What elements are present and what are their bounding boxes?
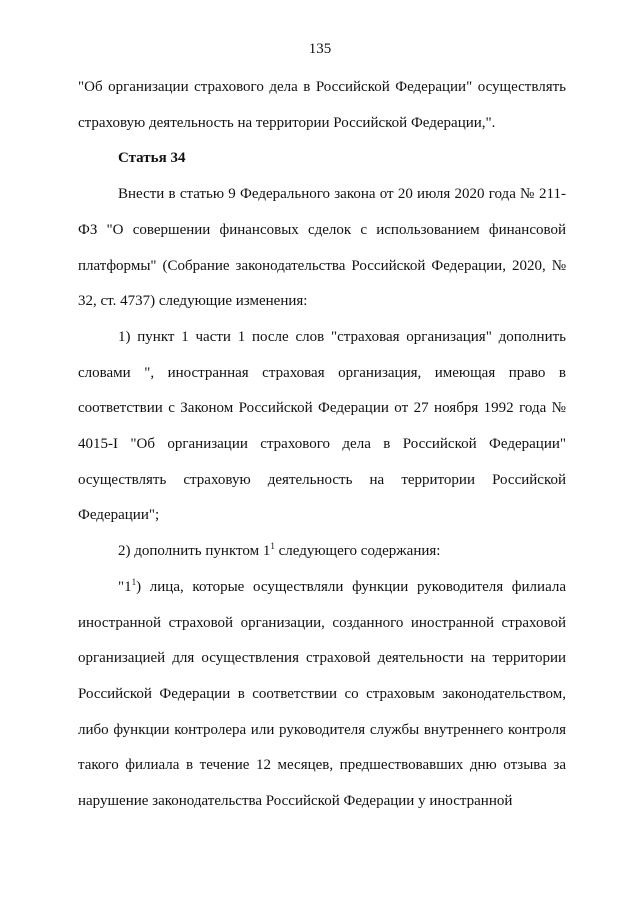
document-body xyxy=(78,70,566,820)
page-number: 135 xyxy=(308,41,332,57)
item-2-text-after: следующего содержания: xyxy=(274,543,441,560)
item-2-superscript: 1 xyxy=(270,541,275,552)
paragraph-item-1: 1) пункт 1 части 1 после слов "страховая организация" дополнить словами ", иностранная страховая организация, имеющая право в соответствии с Законом Российской Федерации от 27 ноября 1992 года № 4015-I "Об организации страхового дела в Российской Федерации" осуществлять страховую деятельность на территории Российской Федерации"; xyxy=(78,328,566,524)
paragraph-item-2 xyxy=(78,534,566,570)
item-2-text-before: 2) дополнить пунктом 1 xyxy=(118,543,271,560)
new-point-superscript: 1 xyxy=(131,576,137,587)
new-point-text: ) лица, которые осуществляли функции руководителя филиала иностранной страховой организации, созданного иностранной страховой организацией для осуществления страховой деятельности на территории Российской Федерации в соответствии со страховым законодательством, либо функции контролера или руководителя службы внутреннего контроля такого филиала в течение 12 месяцев, предшествовавших дню отзыва за нарушение законодательства Российской Федерации у иностранной xyxy=(78,578,566,810)
paragraph-new-point xyxy=(78,570,566,820)
paragraph-continuation: "Об организации страхового дела в Российской Федерации" осуществлять страховую деятельность на территории Российской Федерации,". xyxy=(78,79,566,131)
article-heading: Статья 34 xyxy=(118,150,186,167)
paragraph-amendment-intro: Внести в статью 9 Федерального закона от 20 июля 2020 года № 211-ФЗ "О совершении финансовых сделок с использованием финансовой платформы" (Собрание законодательства Российской Федерации, 2020, № 32, ст. 4737) следующие изменения: xyxy=(78,186,566,310)
new-point-open: "1 xyxy=(118,578,132,595)
